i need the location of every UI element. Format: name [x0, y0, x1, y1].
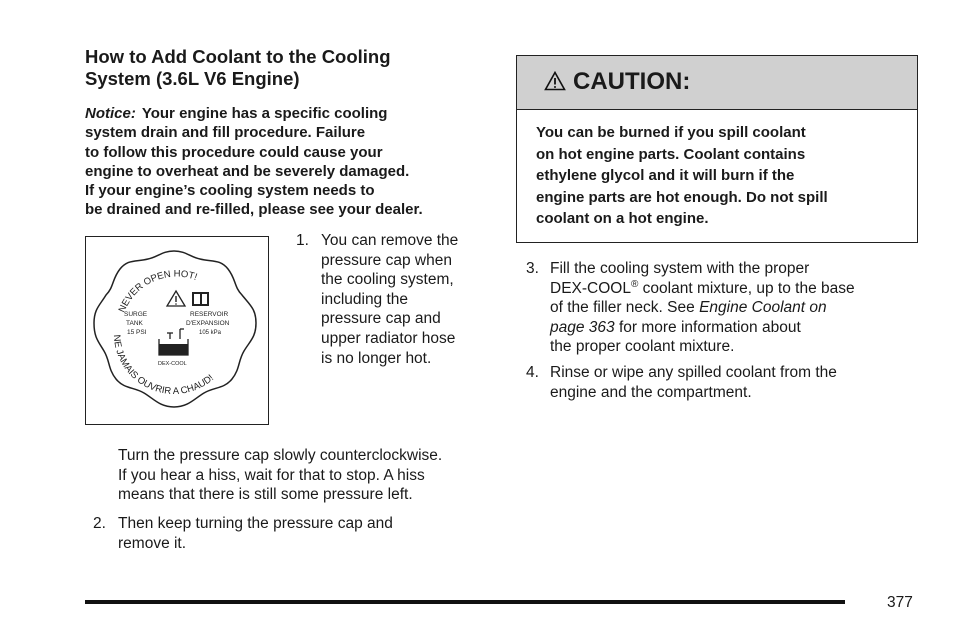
caution-line: coolant on a hot engine. — [536, 210, 709, 227]
psi-label: 15 PSI — [127, 329, 147, 336]
notice-text: Your engine has a specific cooling — [141, 105, 388, 122]
step-number: 1. — [296, 232, 309, 249]
dexcool-text: DEX-COOL — [550, 279, 631, 297]
step-text: coolant mixture, up to the base — [638, 279, 855, 297]
step-number: 2. — [93, 515, 106, 532]
step-line: pressure cap and — [321, 310, 441, 328]
pressure-cap-figure — [85, 236, 269, 425]
paragraph-line: If you hear a hiss, wait for that to stop. A hiss — [118, 466, 425, 484]
step-text: of the filler neck. See — [550, 299, 700, 317]
paragraph-line: Turn the pressure cap slowly counterclockwise. — [118, 447, 443, 464]
step-text: for more information about — [614, 318, 801, 336]
caution-line: engine parts are hot enough. Do not spill — [536, 188, 828, 206]
notice-label: Notice: — [85, 105, 136, 122]
step-3-text — [550, 259, 855, 357]
caution-line: on hot engine parts. Coolant contains — [536, 145, 806, 163]
manual-book-icon — [192, 292, 209, 306]
page-number: 377 — [887, 594, 913, 611]
caution-line: ethylene glycol and it will burn if the — [536, 167, 795, 184]
step-line: pressure cap when — [321, 251, 452, 269]
notice-line: be drained and re-filled, please see your dealer. — [85, 201, 423, 219]
step-2-text — [118, 514, 393, 553]
caution-title: CAUTION: — [573, 68, 691, 95]
cap-bottom-arc-text: NE JAMAIS OUVRIR A CHAUD! — [110, 334, 217, 398]
notice-line: system drain and fill procedure. Failure — [85, 124, 366, 142]
registered-mark: ® — [630, 278, 639, 290]
caution-line: You can be burned if you spill coolant — [536, 124, 806, 141]
step-line: Rinse or wipe any spilled coolant from the — [550, 364, 837, 381]
warning-triangle-icon — [167, 291, 185, 306]
pressure-cap-illustration — [86, 237, 268, 424]
notice-line: If your engine’s cooling system needs to — [85, 182, 375, 200]
step-4-text — [550, 363, 837, 402]
coolant-reservoir-icon — [159, 329, 188, 355]
cap-top-arc-text: NEVER OPEN HOT! — [116, 268, 199, 315]
caution-warning-icon — [544, 71, 566, 91]
reservoir-label: RESERVOIR — [190, 311, 229, 318]
step-line: the cooling system, — [321, 271, 454, 289]
notice-line — [85, 104, 505, 123]
step-line: Fill the cooling system with the proper — [550, 260, 810, 277]
caution-header — [517, 56, 917, 110]
step-1-text — [321, 231, 458, 368]
step-line: Then keep turning the pressure cap and — [118, 515, 393, 532]
dexcool-label: DEX-COOL — [158, 361, 187, 367]
caution-box — [516, 55, 918, 243]
step-line: remove it. — [118, 534, 187, 552]
footer-rule — [85, 600, 845, 604]
step-line: is no longer hot. — [321, 349, 432, 367]
kpa-label: 105 kPa — [199, 330, 222, 336]
heading-line: System (3.6L V6 Engine) — [85, 68, 300, 89]
step-line: the proper coolant mixture. — [550, 338, 735, 356]
surge-label: SURGE — [124, 311, 148, 318]
turn-cap-paragraph — [118, 446, 442, 505]
tank-label: TANK — [126, 320, 143, 327]
cross-reference-link[interactable]: page 363 — [550, 318, 615, 336]
step-number: 3. — [526, 260, 539, 277]
notice-paragraph — [85, 104, 505, 220]
notice-line: engine to overheat and be severely damaged. — [85, 162, 410, 180]
step-line: engine and the compartment. — [550, 383, 752, 401]
step-line — [550, 279, 855, 299]
paragraph-line: means that there is still some pressure left. — [118, 486, 413, 504]
expansion-label: D'EXPANSION — [186, 320, 230, 327]
step-line: You can remove the — [321, 232, 459, 249]
step-line — [550, 298, 855, 318]
section-heading — [85, 46, 505, 90]
step-line: upper radiator hose — [321, 329, 456, 347]
notice-line: to follow this procedure could cause your — [85, 143, 383, 161]
heading-line: How to Add Coolant to the Cooling — [85, 46, 391, 67]
step-line — [550, 318, 855, 338]
cross-reference-link[interactable]: Engine Coolant on — [699, 299, 827, 317]
step-line: including the — [321, 290, 409, 308]
step-number: 4. — [526, 364, 539, 381]
caution-text — [536, 122, 828, 230]
